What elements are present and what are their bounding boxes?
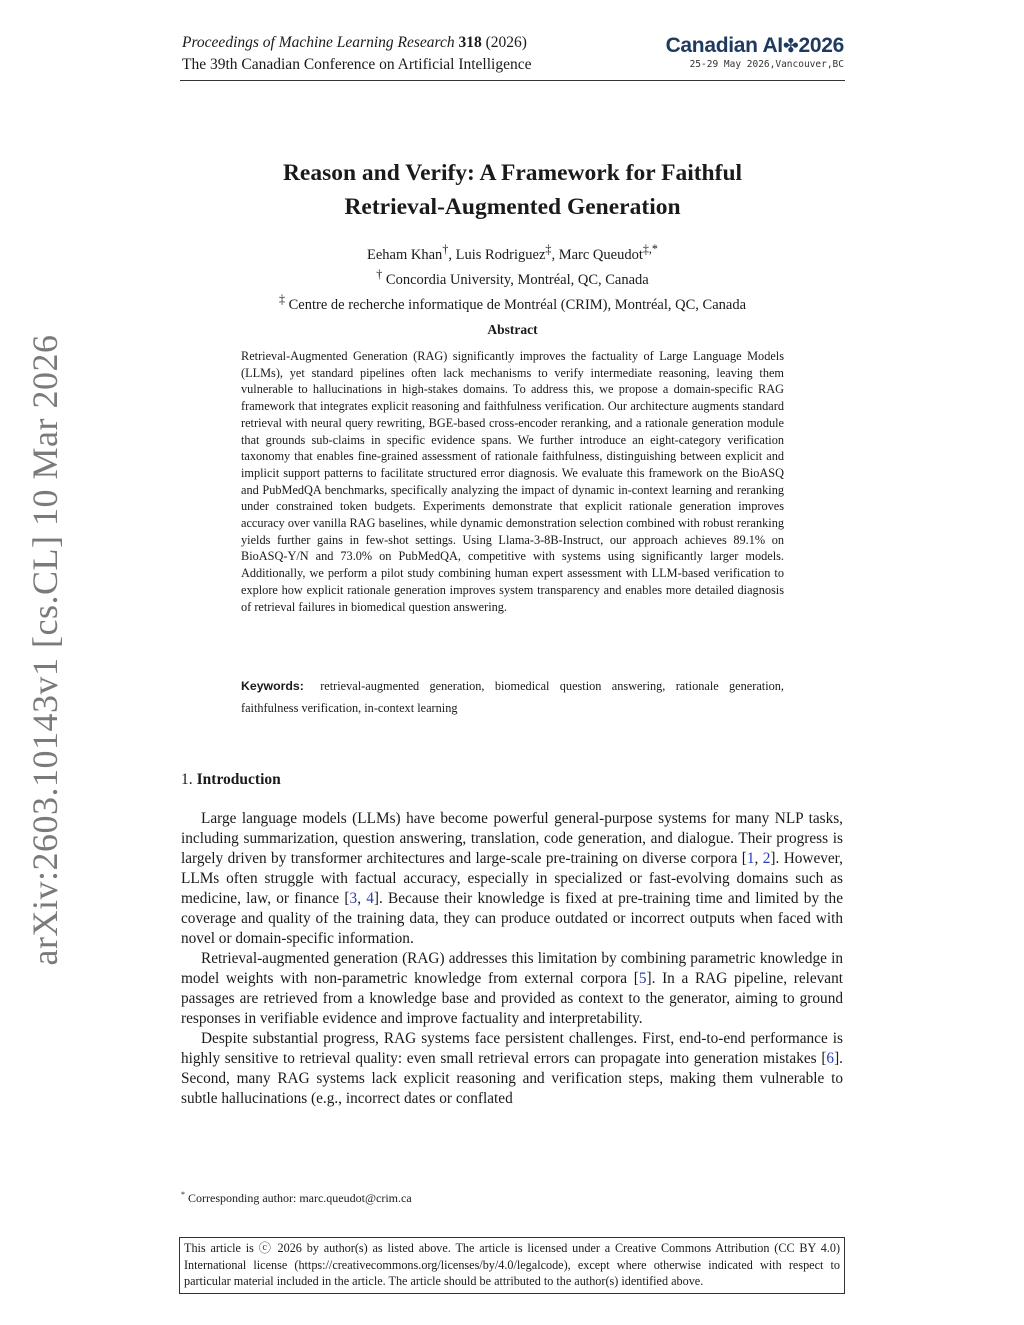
affiliation-mark: † (376, 266, 383, 281)
author-name: , Marc Queudot (551, 246, 643, 263)
keywords-label: Keywords: (241, 679, 304, 693)
introduction-body (181, 809, 843, 1109)
arxiv-stamp-text: arXiv:2603.10143v1 [cs.CL] 10 Mar 2026 (25, 334, 65, 966)
logo-year: 2026 (798, 34, 844, 57)
affiliation-text: Centre de recherche informatique de Montréal (CRIM), Montréal, QC, Canada (285, 296, 747, 313)
section-heading (181, 771, 281, 789)
footnote-text: Corresponding author: marc.queudot@crim.ca (188, 1191, 412, 1205)
affiliation-text: Concordia University, Montréal, QC, Canada (382, 271, 649, 288)
paragraph: Large language models (LLMs) have become powerful general-purpose systems for many NLP tasks, including summarization, question answering, translation, code generation, and dialogue. Their progress is largely driven by transformer architectures and large-scale pre-training on diverse corpora [1, 2]. However, LLMs often struggle with factual accuracy, especially in specialized or fast-evolving domains such as medicine, law, or finance [3, 4]. Because their knowledge is fixed at pre-training time and limited by the coverage and quality of the training data, they can produce outdated or incorrect outputs when faced with novel or domain-specific information. (181, 810, 843, 947)
running-header (182, 32, 531, 76)
author-name: Eeham Khan (367, 246, 443, 263)
keywords-text: retrieval-augmented generation, biomedical question answering, rationale generation, faithfulness verification, in-context learning (241, 679, 784, 715)
conference-name: The 39th Canadian Conference on Artificial Intelligence (182, 56, 532, 73)
citation-link[interactable]: 2 (762, 850, 771, 867)
journal-volume: 318 (458, 34, 482, 51)
citation-link[interactable]: 5 (638, 970, 647, 987)
paragraph: Retrieval-augmented generation (RAG) addresses this limitation by combining parametric knowledge in model weights with non-parametric knowledge from external corpora [5]. In a RAG pipeline, relevant passages are retrieved from a knowledge base and provided as context to the generator, aiming to ground responses in verifiable evidence and improve factuality and interpretability. (181, 950, 843, 1027)
paper-title (180, 156, 845, 224)
logo-dates: 25-29 May 2026,Vancouver,BC (689, 59, 844, 70)
abstract-text: Retrieval-Augmented Generation (RAG) significantly improves the factuality of Large Language Models (LLMs), yet standard pipelines often lack mechanisms to verify intermediate reasoning, leaving them vulnerable to hallucinations in high-stakes domains. To address this, we propose a domain-specific RAG framework that integrates explicit reasoning and faithfulness verification. Our architecture augments standard retrieval with neural query rewriting, BGE-based cross-encoder reranking, and a rationale generation module that grounds sub-claims in specific evidence spans. We further introduce an eight-category verification taxonomy that enables fine-grained assessment of rationale faithfulness, distinguishing between explicit and implicit support patterns to facilitate structured error diagnosis. We evaluate this framework on the BioASQ and PubMedQA benchmarks, specifically analyzing the impact of dynamic in-context learning and reranking under constrained token budgets. Experiments demonstrate that explicit rationale generation improves accuracy over vanilla RAG baselines, while dynamic demonstration selection combined with robust reranking yields further gains in few-shot settings. Using Llama-3-8B-Instruct, our approach achieves 89.1% on BioASQ-Y/N and 73.0% on PubMedQA, competitive with systems using significantly larger models. Additionally, we perform a pilot study combining human expert assessment with LLM-based verification to explore how explicit rationale generation improves system transparency and enables more detailed diagnosis of retrieval failures in biomedical question answering. (241, 349, 784, 614)
author-mark: ‡ (545, 242, 552, 256)
abstract-heading: Abstract (487, 322, 538, 337)
author-block (180, 240, 845, 314)
license-text: 2026 by author(s) as listed above. The article is licensed under a Creative Commons Attribution (CC BY 4.0) International license (https://creativecommons.org/licenses/by/4.0/legalcode), except where otherwise indicated with respect to particular material included in the article. The article should be attributed to the author(s) identified above. (184, 1241, 841, 1288)
author-mark: ‡,* (642, 242, 658, 256)
author-list (180, 240, 845, 265)
author-name: , Luis Rodriguez (448, 246, 546, 263)
journal-name: Proceedings of Machine Learning Research (182, 34, 455, 51)
conference-logo (666, 34, 844, 70)
journal-line (182, 32, 531, 54)
citation-link[interactable]: 4 (366, 890, 374, 907)
affiliation-mark: ‡ (278, 291, 285, 306)
license-box (179, 1237, 845, 1294)
license-prefix: This article is (184, 1241, 254, 1255)
copyright-icon: ⓒ (258, 1241, 273, 1255)
citation-link[interactable]: 3 (349, 890, 358, 907)
citation-link[interactable]: 1 (746, 850, 755, 867)
logo-text: Canadian AI (665, 34, 783, 57)
author-mark: † (442, 242, 449, 256)
header-rule (180, 80, 845, 81)
arxiv-stamp (0, 320, 90, 980)
title-line-1: Reason and Verify: A Framework for Faithful (282, 160, 743, 186)
citation-link[interactable]: 6 (826, 1050, 835, 1067)
keywords (241, 675, 784, 719)
footnote (181, 1190, 412, 1206)
journal-year: (2026) (485, 34, 527, 51)
paragraph: Despite substantial progress, RAG systems face persistent challenges. First, end-to-end performance is highly sensitive to retrieval quality: even small retrieval errors can propagate into generation mistakes [6]. Second, many RAG systems lack explicit reasoning and verification steps, making them vulnerable to subtle hallucinations (e.g., incorrect dates or conflated (181, 1030, 843, 1107)
section-title: Introduction (196, 771, 281, 788)
title-line-2: Retrieval-Augmented Generation (344, 194, 681, 220)
section-number: 1. (181, 771, 193, 788)
footnote-mark: * (181, 1190, 185, 1199)
affiliation (180, 265, 845, 290)
maple-leaf-icon: ✤ (782, 36, 799, 57)
affiliation (180, 290, 845, 315)
